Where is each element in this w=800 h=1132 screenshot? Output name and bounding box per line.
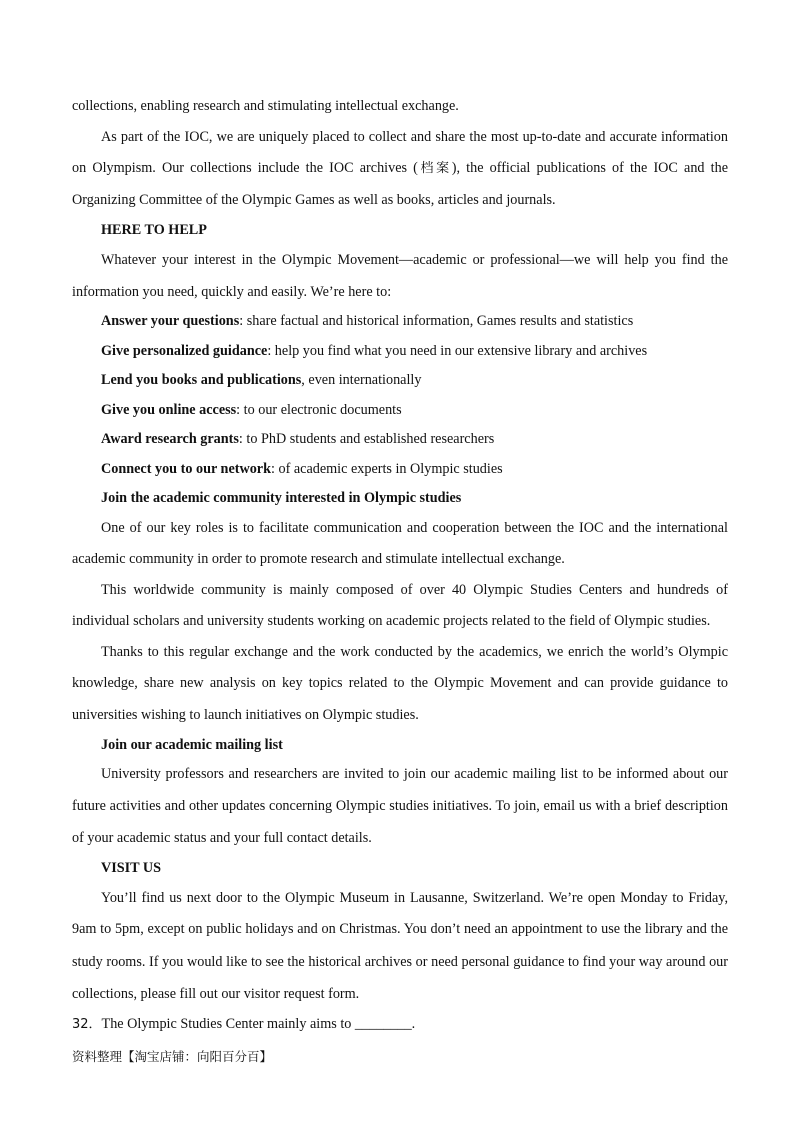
intro-paragraph-line: Organizing Committee of the Olympic Games as well as books, articles and journals.: [72, 192, 556, 208]
community-paragraph-line: academic community in order to promote research and stimulate intellectual exchange.: [72, 551, 565, 567]
visit-paragraph-line: study rooms. If you would like to see the historical archives or need personal guidance to find your way around our: [72, 954, 728, 970]
community-paragraph-line: universities wishing to launch initiatives on Olympic studies.: [72, 707, 419, 723]
community-paragraph-line: knowledge, share new analysis on key topics related to the Olympic Movement and can provide guidance to: [72, 675, 728, 691]
question-32: [72, 1015, 415, 1034]
help-heading: HERE TO HELP: [101, 222, 207, 238]
question-text: The Olympic Studies Center mainly aims to ________.: [101, 1016, 416, 1032]
help-list-item: Give personalized guidance: help you find what you need in our extensive library and archives: [101, 343, 648, 359]
help-list-item: Answer your questions: share factual and historical information, Games results and statistics: [101, 313, 634, 329]
community-paragraph-line: Thanks to this regular exchange and the work conducted by the academics, we enrich the world’s Olympic: [101, 644, 728, 660]
intro-paragraph-line: on Olympism. Our collections include the IOC archives (档案), the official publications of the IOC and the: [72, 160, 729, 176]
help-list-item: Connect you to our network: of academic experts in Olympic studies: [101, 461, 503, 477]
mailing-paragraph-line: future activities and other updates concerning Olympic studies initiatives. To join, email us with a brief description: [72, 798, 728, 814]
community-paragraph-line: individual scholars and university students working on academic projects related to the field of Olympic studies.: [72, 613, 711, 629]
mailing-paragraph-line: University professors and researchers are invited to join our academic mailing list to be informed about our: [101, 766, 728, 782]
footer-source-note: 资料整理【淘宝店铺：向阳百分百】: [72, 1049, 273, 1064]
help-list-item: Give you online access: to our electronic documents: [101, 402, 402, 418]
community-paragraph-line: This worldwide community is mainly composed of over 40 Olympic Studies Centers and hundreds of: [101, 582, 728, 598]
mailing-paragraph-line: of your academic status and your full contact details.: [72, 830, 372, 846]
intro-line: collections, enabling research and stimulating intellectual exchange.: [72, 98, 459, 114]
community-paragraph-line: One of our key roles is to facilitate communication and cooperation between the IOC and the international: [101, 520, 728, 536]
visit-paragraph-line: You’ll find us next door to the Olympic Museum in Lausanne, Switzerland. We’re open Monday to Friday,: [101, 890, 728, 906]
question-number: 32．: [72, 1017, 102, 1032]
visit-heading: VISIT US: [101, 860, 162, 876]
help-paragraph-line: information you need, quickly and easily. We’re here to:: [72, 284, 392, 300]
help-list-item: Lend you books and publications, even internationally: [101, 372, 422, 388]
intro-paragraph-line: As part of the IOC, we are uniquely placed to collect and share the most up-to-date and accurate information: [101, 129, 728, 145]
mailing-heading: Join our academic mailing list: [101, 737, 283, 753]
help-paragraph-line: Whatever your interest in the Olympic Movement—academic or professional—we will help you find the: [101, 252, 728, 268]
visit-paragraph-line: 9am to 5pm, except on public holidays and on Christmas. You don’t need an appointment to use the library and the: [72, 921, 728, 937]
visit-paragraph-line: collections, please fill out our visitor request form.: [72, 986, 360, 1002]
help-list-item: Award research grants: to PhD students and established researchers: [101, 431, 495, 447]
chinese-gloss: 档案: [417, 161, 452, 176]
community-heading: Join the academic community interested in Olympic studies: [101, 490, 462, 506]
